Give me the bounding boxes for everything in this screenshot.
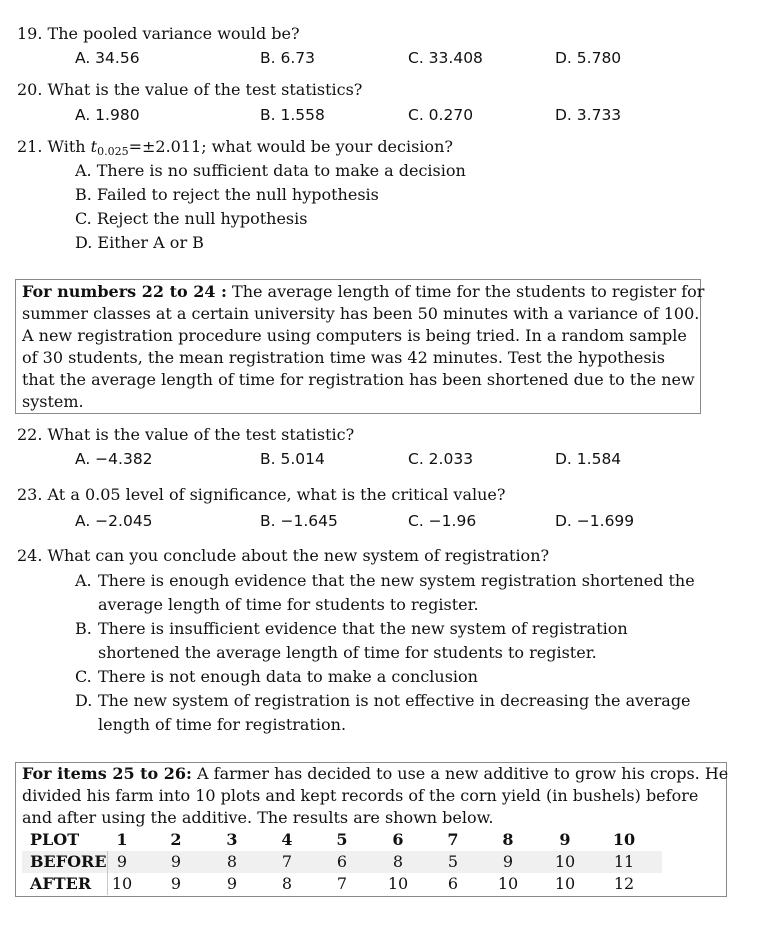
q21-prefix: 21. With xyxy=(17,137,91,156)
q21-option-c: C. Reject the null hypothesis xyxy=(75,209,308,228)
q23-option-d: D. −1.699 xyxy=(555,512,635,530)
table-cell-plot-7: 7 xyxy=(447,830,459,849)
box2-line-1 xyxy=(22,763,728,786)
table-cell-before-9: 10 xyxy=(554,852,576,871)
table-cell-before-7: 5 xyxy=(447,852,459,871)
table-cell-plot-5: 5 xyxy=(336,830,348,849)
table-cell-plot-1: 1 xyxy=(116,830,128,849)
box1-lead: For numbers 22 to 24 : xyxy=(22,282,227,301)
table-cell-plot-9: 9 xyxy=(559,830,571,849)
table-row-label-plot: PLOT xyxy=(30,830,80,849)
q23-option-b: B. −1.645 xyxy=(260,512,338,530)
q24-option-d-letter: D. xyxy=(75,691,93,710)
q21-option-a: A. There is no sufficient data to make a decision xyxy=(75,161,466,180)
table-row-label-after: AFTER xyxy=(30,874,92,893)
box1-line-3: A new registration procedure using computers is being tried. In a random sample xyxy=(22,326,687,345)
q24-option-a-line-2: average length of time for students to register. xyxy=(98,595,479,614)
box1-line-4: of 30 students, the mean registration time was 42 minutes. Test the hypothesis xyxy=(22,348,665,367)
q22-option-b: B. 5.014 xyxy=(260,450,325,468)
q24-option-a-letter: A. xyxy=(75,571,92,590)
box1-line-6: system. xyxy=(22,392,84,411)
q24-option-b-line-1: There is insufficient evidence that the new system of registration xyxy=(98,619,628,638)
q22-option-a: A. −4.382 xyxy=(75,450,153,468)
q19-question: 19. The pooled variance would be? xyxy=(17,24,300,43)
q24-option-d-line-1: The new system of registration is not effective in decreasing the average xyxy=(98,691,691,710)
table-cell-after-10: 12 xyxy=(613,874,635,893)
table-cell-after-2: 9 xyxy=(170,874,182,893)
q19-option-c: C. 33.408 xyxy=(408,49,483,67)
q24-question: 24. What can you conclude about the new system of registration? xyxy=(17,546,550,565)
q21-option-b: B. Failed to reject the null hypothesis xyxy=(75,185,379,204)
box1-line-1 xyxy=(22,281,704,304)
q20-option-a: A. 1.980 xyxy=(75,106,140,124)
table-cell-before-1: 9 xyxy=(116,852,128,871)
table-cell-plot-3: 3 xyxy=(226,830,238,849)
table-cell-after-5: 7 xyxy=(336,874,348,893)
q22-option-c: C. 2.033 xyxy=(408,450,474,468)
table-cell-plot-8: 8 xyxy=(502,830,514,849)
q22-question: 22. What is the value of the test statistic? xyxy=(17,425,355,444)
table-cell-before-5: 6 xyxy=(336,852,348,871)
table-cell-after-7: 6 xyxy=(447,874,459,893)
box1-line-2: summer classes at a certain university has been 50 minutes with a variance of 100. xyxy=(22,304,700,323)
box2-line-1-text: A farmer has decided to use a new additive to grow his crops. He xyxy=(191,764,729,783)
q22-option-d: D. 1.584 xyxy=(555,450,622,468)
q21-t-subscript: 0.025 xyxy=(97,145,129,158)
q19-option-a: A. 34.56 xyxy=(75,49,140,67)
q21-suffix: =±2.011; what would be your decision? xyxy=(128,137,453,156)
q23-option-a: A. −2.045 xyxy=(75,512,153,530)
table-cell-plot-6: 6 xyxy=(392,830,404,849)
table-cell-after-4: 8 xyxy=(281,874,293,893)
q19-option-b: B. 6.73 xyxy=(260,49,315,67)
q20-question: 20. What is the value of the test statistics? xyxy=(17,80,363,99)
table-cell-after-8: 10 xyxy=(497,874,519,893)
q24-option-c-line-1: There is not enough data to make a conclusion xyxy=(98,667,478,686)
table-cell-before-3: 8 xyxy=(226,852,238,871)
table-cell-after-6: 10 xyxy=(387,874,409,893)
table-cell-before-2: 9 xyxy=(170,852,182,871)
q24-option-c-letter: C. xyxy=(75,667,92,686)
table-row-label-before: BEFORE xyxy=(30,852,107,871)
q20-option-c: C. 0.270 xyxy=(408,106,474,124)
q24-option-d-line-2: length of time for registration. xyxy=(98,715,347,734)
table-cell-plot-2: 2 xyxy=(170,830,182,849)
q21-question xyxy=(17,137,453,162)
q20-option-d: D. 3.733 xyxy=(555,106,622,124)
box1-line-5: that the average length of time for registration has been shortened due to the new xyxy=(22,370,695,389)
q21-t-symbol: t xyxy=(90,137,98,156)
box2-line-3: and after using the additive. The results are shown below. xyxy=(22,808,494,827)
q23-question: 23. At a 0.05 level of significance, what is the critical value? xyxy=(17,485,506,504)
table-cell-after-1: 10 xyxy=(111,874,133,893)
q21-option-d: D. Either A or B xyxy=(75,233,204,252)
table-cell-plot-10: 10 xyxy=(612,830,636,849)
q24-option-b-letter: B. xyxy=(75,619,92,638)
q20-option-b: B. 1.558 xyxy=(260,106,325,124)
table-cell-before-10: 11 xyxy=(613,852,635,871)
table-cell-plot-4: 4 xyxy=(281,830,293,849)
q19-option-d: D. 5.780 xyxy=(555,49,622,67)
table-cell-after-3: 9 xyxy=(226,874,238,893)
box2-lead: For items 25 to 26: xyxy=(22,764,192,783)
box2-line-2: divided his farm into 10 plots and kept records of the corn yield (in bushels) before xyxy=(22,786,699,805)
box1-line-1-text: The average length of time for the students to register for xyxy=(226,282,705,301)
table-cell-before-4: 7 xyxy=(281,852,293,871)
q24-option-b-line-2: shortened the average length of time for students to register. xyxy=(98,643,597,662)
table-cell-before-8: 9 xyxy=(502,852,514,871)
q24-option-a-line-1: There is enough evidence that the new system registration shortened the xyxy=(98,571,695,590)
table-cell-after-9: 10 xyxy=(554,874,576,893)
q23-option-c: C. −1.96 xyxy=(408,512,477,530)
table-cell-before-6: 8 xyxy=(392,852,404,871)
